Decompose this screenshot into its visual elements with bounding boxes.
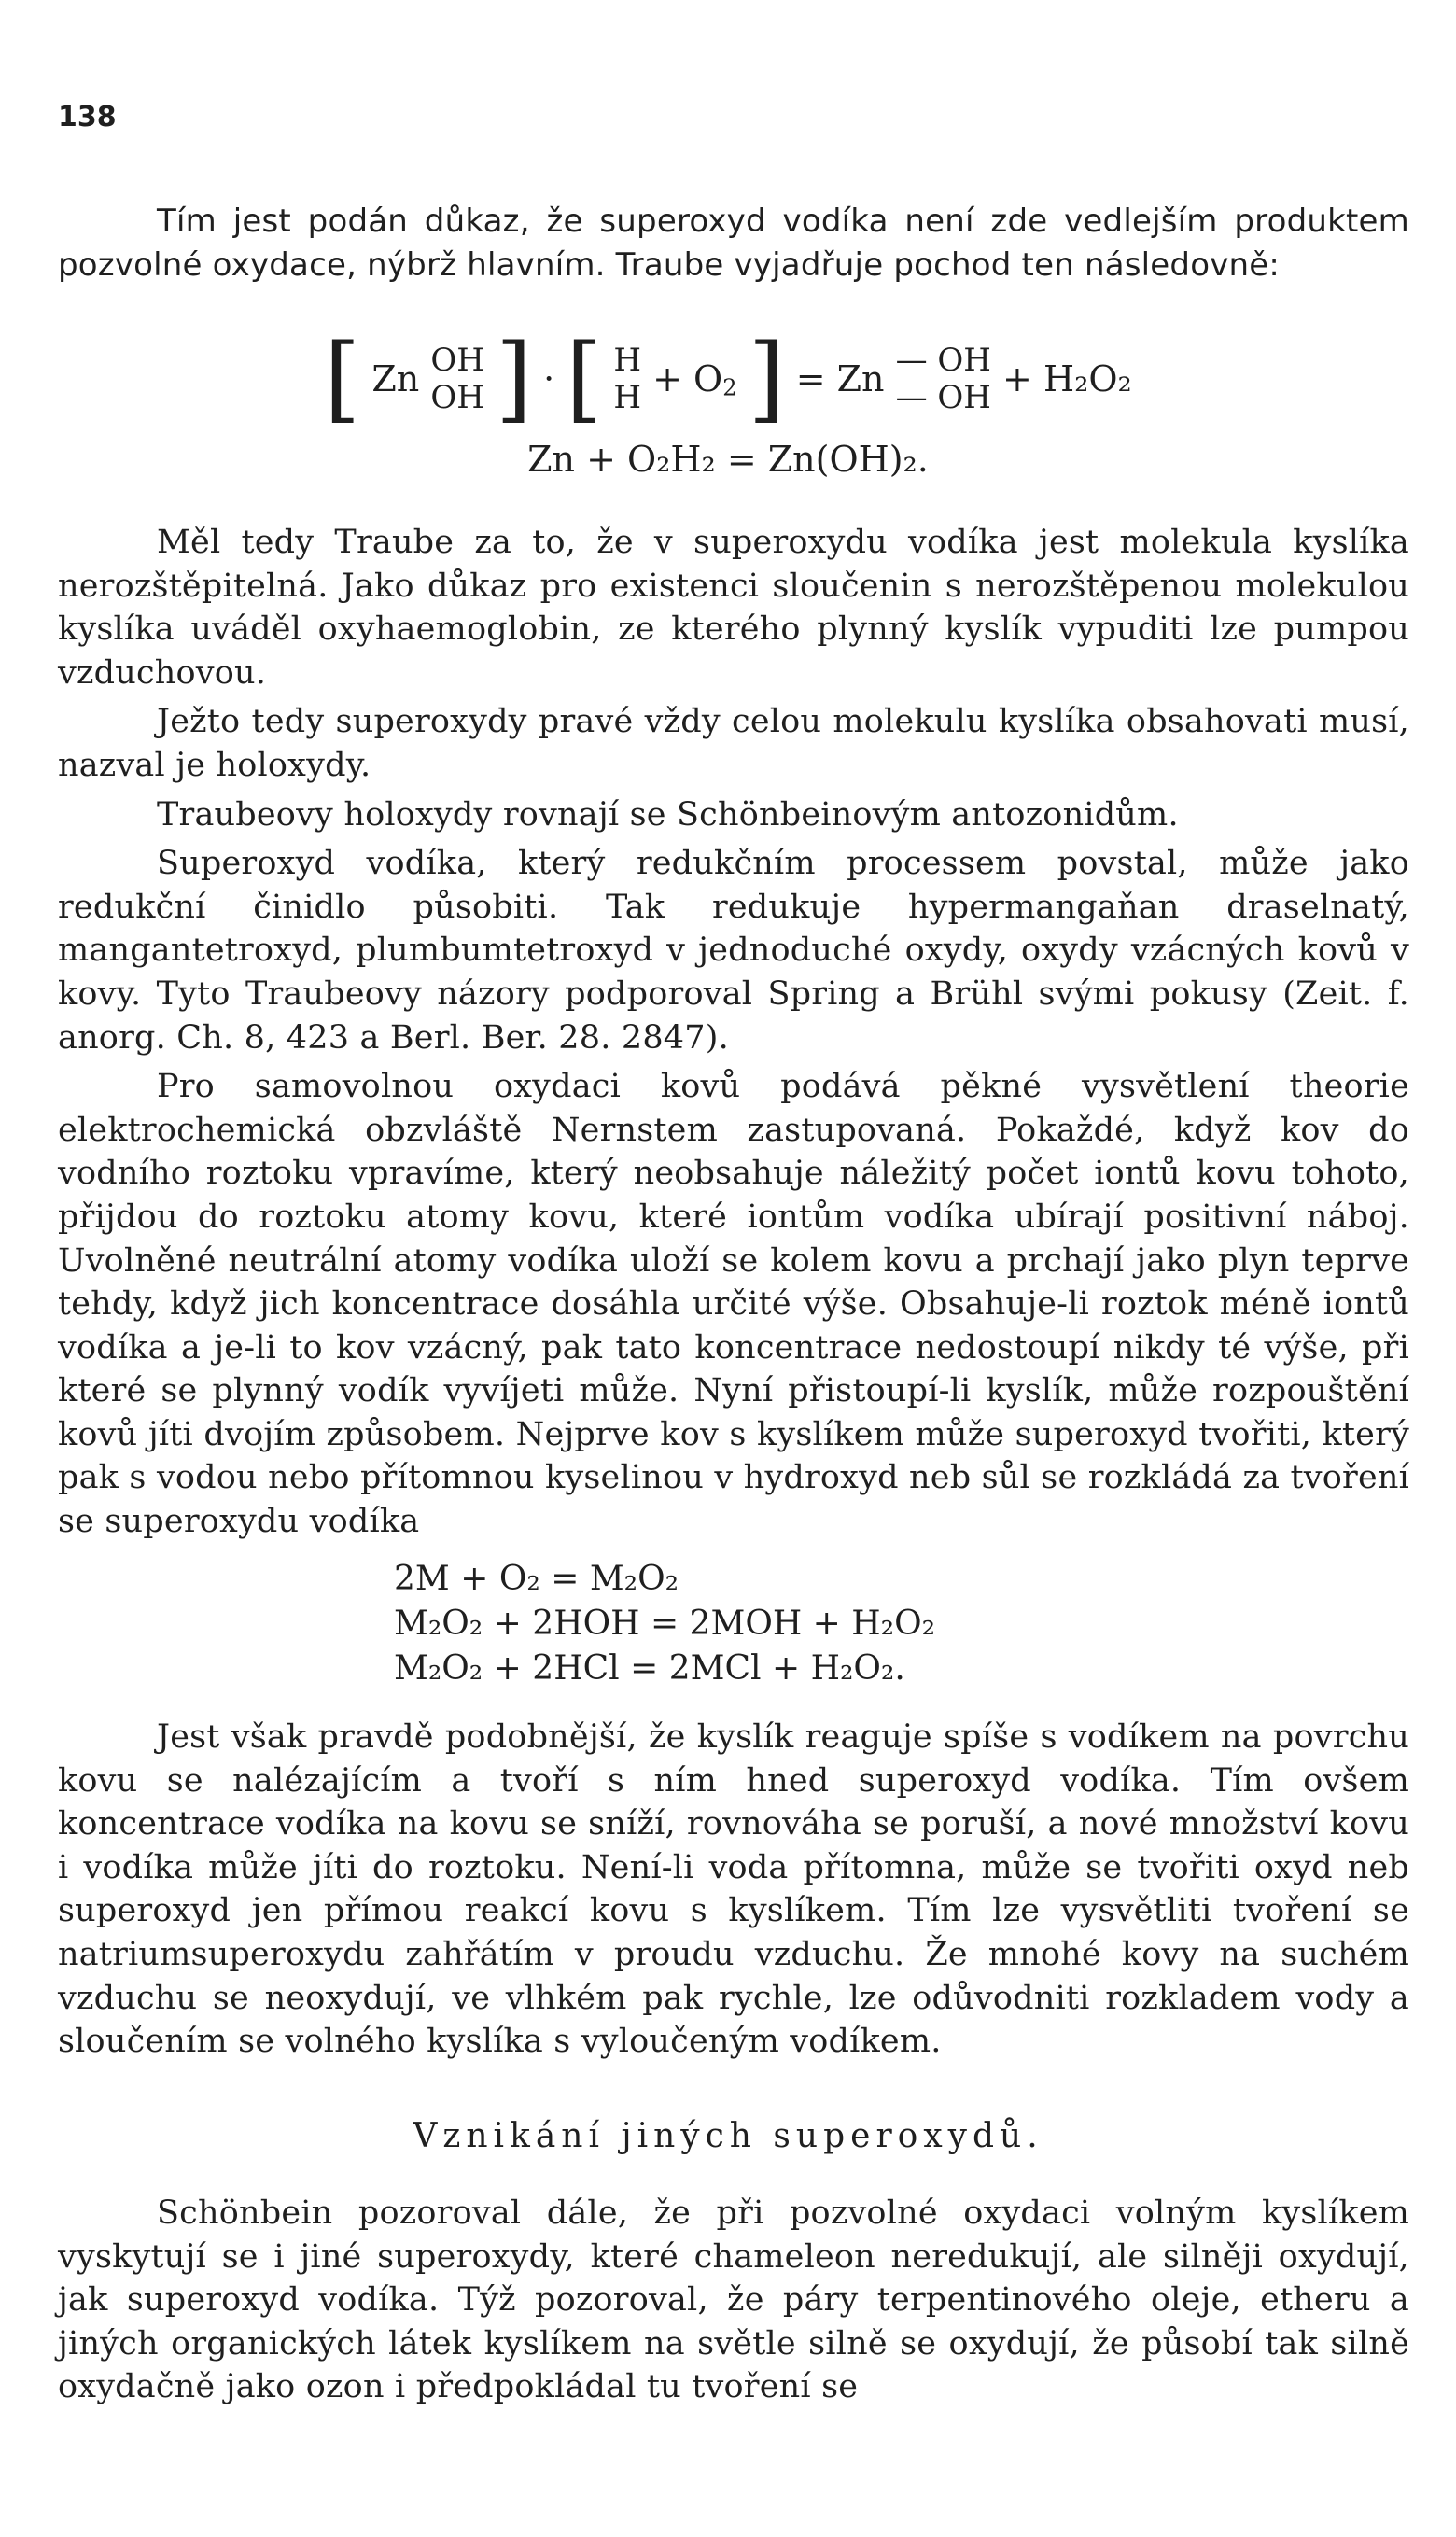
eq-h-top: H (613, 342, 642, 379)
equation-line: M₂O₂ + 2HOH = 2MOH + H₂O₂ (394, 1605, 936, 1643)
eq-right-bottom: — OH (895, 379, 991, 416)
equation-text: Zn + O₂H₂ = Zn(OH)₂. (527, 439, 929, 480)
paragraph: Jest však pravdě podobnější, že kyslík reaguje spíše s vodíkem na povrchu kovu se nalézajícím a tvoří s ním hned superoxyd vodíka. Tím ovšem koncentrace vodíka na kovu se sníží, rovnováha se poruší, a nové množství kovu i vodíka může jíti do roztoku. Není-li voda přítomna, může se tvořiti oxyd neb superoxyd jen přímou reakcí kovu s kyslíkem. Tím lze vysvětliti tvoření se natriumsuperoxydu zahřátím v proudu vzduchu. Že mnohé kovy na suchém vzduchu se neoxydují, ve vlhkém pak rychle, lze odůvodniti rozkladem vody a sloučením se volného kyslíka s vyloučeným vodíkem. (58, 1718, 1409, 2061)
zn-equation (0, 439, 1456, 480)
metal-equations (394, 1557, 935, 1691)
paragraph: Superoxyd vodíka, který redukčním processem povstal, může jako redukční činidlo působiti. Tak redukuje hypermangaňan draselnatý, mangantetroxyd, plumbumtetroxyd v jednoduché oxydy, oxydy vzácných kovů v kovy. Tyto Traubeovy názory podporoval Spring a Brühl svými pokusy (Zeit. f. anorg. Ch. 8, 423 a Berl. Ber. 28. 2847). (58, 845, 1409, 1057)
paragraph: Schönbein pozoroval dále, že při pozvolné oxydaci volným kyslíkem vyskytují se i jiné superoxydy, které chameleon neredukují, ale silněji oxydují, jak superoxyd vodíka. Týž pozoroval, že páry terpentinového oleje, etheru a jiných organických látek kyslíkem na světle silně se oxydují, že působí tak silně oxydačně jako ozon i předpokládal tu tvoření se (58, 2194, 1409, 2406)
bracket-right-icon: ] (748, 324, 785, 433)
paragraph: Měl tedy Traube za to, že v superoxydu vodíka jest molekula kyslíka nerozštěpitelná. Jako důkaz pro existenci sloučenin s nerozštěpenou molekulou kyslíka uváděl oxyhaemoglobin, ze kterého plynný kyslík vypuditi lze pumpou vzduchovou. (58, 524, 1409, 692)
eq-oh-top: OH (430, 342, 484, 379)
eq-plus-o2: + O (652, 358, 723, 399)
eq-plus-h2o2: + H₂O₂ (1002, 358, 1132, 399)
section-heading: Vznikání jiných superoxydů. (413, 2117, 1043, 2155)
bracket-right-icon: ] (495, 324, 532, 433)
equation-line: 2M + O₂ = M₂O₂ (394, 1560, 679, 1598)
traube-equation (0, 324, 1456, 435)
eq-o2-sub: 2 (722, 374, 737, 401)
paragraph: Traubeovy holoxydy rovnají se Schönbeinovým antozonidům. (157, 795, 1179, 834)
page-number: 138 (58, 101, 117, 133)
eq-equals-zn: = Zn (795, 358, 885, 399)
eq-oh-bottom: OH (430, 379, 484, 416)
eq-dot-icon: · (543, 358, 555, 399)
paragraph: Tím jest podán důkaz, že superoxyd vodíka není zde vedlejším produktem pozvolné oxydace, nýbrž hlavním. Traube vyjadřuje pochod ten následovně: (58, 203, 1409, 284)
equation-line: M₂O₂ + 2HCl = 2MCl + H₂O₂. (394, 1649, 905, 1688)
paragraph-7-block (58, 1716, 1409, 2064)
eq-h-bottom: H (613, 379, 642, 416)
eq-zn: Zn (371, 358, 420, 399)
bracket-left-icon: [ (566, 324, 603, 433)
paragraph-8-block (58, 2192, 1409, 2409)
paragraph: Pro samovolnou oxydaci kovů podává pěkné vysvětlení theorie elektrochemická obzvláště Nernstem zastupovaná. Pokaždé, když kov do vodního roztoku vpravíme, který neobsahuje náležitý počet iontů kovu tohoto, přijdou do roztoku atomy kovu, které iontům vodíka ubírají positivní náboj. Uvolněné neutrální atomy vodíka uloží se kolem kovu a prchají jako plyn teprve tehdy, když jich koncentrace dosáhla určité výše. Obsahuje-li roztok méně iontů vodíka a je-li to kov vzácný, pak tato koncentrace nedostoupí nikdy té výše, při které se plynný vodík vyvíjeti může. Nyní přistoupí-li kyslík, může rozpouštění kovů jíti dvojím způsobem. Nejprve kov s kyslíkem může superoxyd tvořiti, který pak s vodou nebo přítomnou kyselinou v hydroxyd neb sůl se rozkládá za tvoření se superoxydu vodíka (58, 1068, 1409, 1541)
bracket-left-icon: [ (324, 324, 361, 433)
paragraph: Ježto tedy superoxydy pravé vždy celou molekulu kyslíka obsahovati musí, nazval je holoxydy. (58, 703, 1409, 784)
paragraphs-main-block (58, 521, 1409, 1544)
eq-right-top: — OH (895, 342, 991, 379)
paragraph-1-block (58, 200, 1409, 287)
